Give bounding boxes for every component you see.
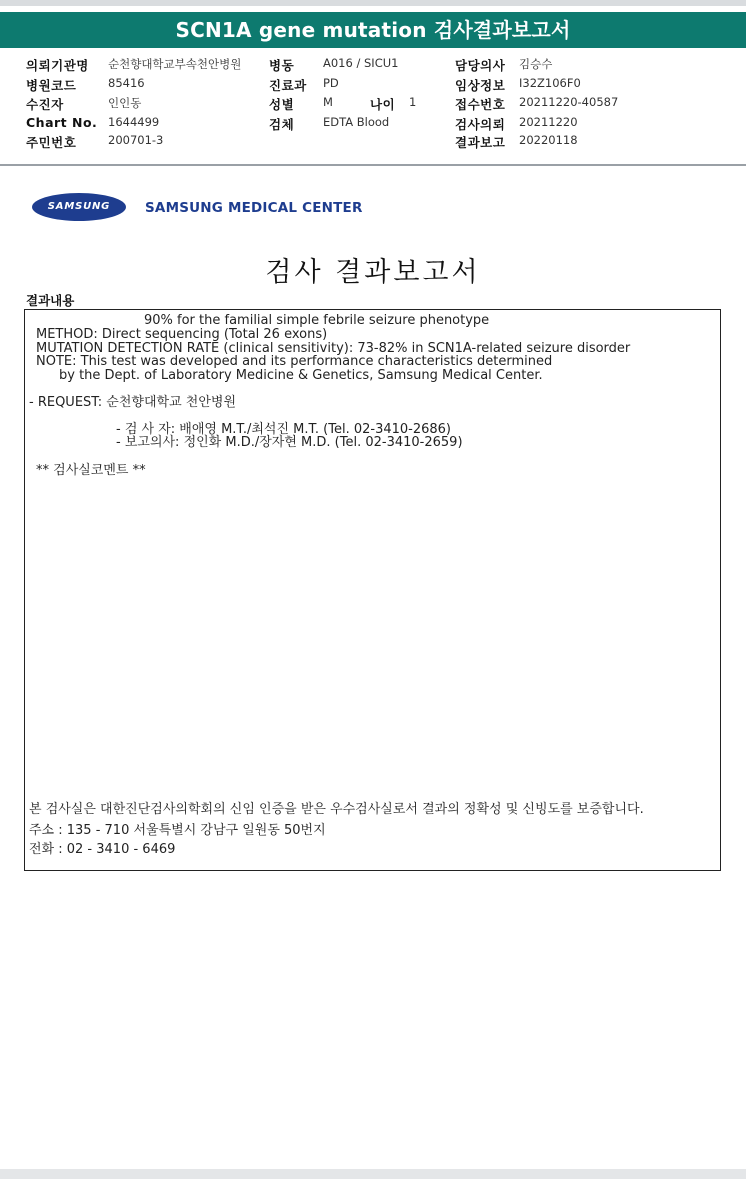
chart-value: 1644499 xyxy=(108,115,160,129)
clinical-label: 임상정보 xyxy=(455,78,506,93)
result-line: by the Dept. of Laboratory Medicine & Genetics, Samsung Medical Center. xyxy=(59,368,543,383)
info-row xyxy=(0,115,746,133)
request-date-label: 검사의뢰 xyxy=(455,117,506,132)
examinee-label: 수진자 xyxy=(26,97,64,112)
receipt-value: 20211220-40587 xyxy=(519,95,619,109)
page-title: SCN1A gene mutation 검사결과보고서 xyxy=(0,12,746,48)
doctor-label: 담당의사 xyxy=(455,58,506,73)
request-date-value: 20211220 xyxy=(519,115,578,129)
id-value: 200701-3 xyxy=(108,133,164,147)
info-row xyxy=(0,56,746,74)
result-line: METHOD: Direct sequencing (Total 26 exons) xyxy=(36,327,328,342)
clinical-value: I32Z106F0 xyxy=(519,76,581,90)
hospital-value: 순천향대학교부속천안병원 xyxy=(108,57,242,71)
report-heading: 검사 결과보고서 xyxy=(265,257,481,288)
sex-label: 성별 xyxy=(269,97,295,112)
samsung-medical-center-name: SAMSUNG MEDICAL CENTER xyxy=(145,200,363,216)
report-date-value: 20220118 xyxy=(519,133,578,147)
result-line: NOTE: This test was developed and its performance characteristics determined xyxy=(36,354,553,369)
top-strip xyxy=(0,0,746,6)
result-content-box xyxy=(24,309,721,871)
result-section-label: 결과내용 xyxy=(26,293,75,308)
chart-label: Chart No. xyxy=(26,115,98,130)
dept-label: 진료과 xyxy=(269,78,307,93)
patient-info-panel xyxy=(0,52,746,162)
ward-value: A016 / SICU1 xyxy=(323,56,399,70)
report-date-label: 결과보고 xyxy=(455,135,506,150)
bottom-strip xyxy=(0,1169,746,1179)
receipt-label: 접수번호 xyxy=(455,97,506,112)
lab-comment-heading: ** 검사실코멘트 ** xyxy=(36,463,146,478)
age-label: 나이 xyxy=(370,97,396,112)
result-line: - REQUEST: 순천향대학교 천안병원 xyxy=(29,395,237,410)
examinee-value: 인인동 xyxy=(108,96,142,110)
dept-value: PD xyxy=(323,76,339,90)
doctor-value: 김승수 xyxy=(519,57,553,71)
certification-statement: 본 검사실은 대한진단검사의학회의 신임 인증을 받은 우수검사실로서 결과의 정확성 및 신빙도를 보증합니다. xyxy=(29,802,644,817)
id-label: 주민번호 xyxy=(26,135,77,150)
hospital-code-label: 병원코드 xyxy=(26,78,77,93)
hospital-code-value: 85416 xyxy=(108,76,145,90)
result-line: - 보고의사: 정인화 M.D./장자현 M.D. (Tel. 02-3410-2659) xyxy=(116,435,463,450)
info-row xyxy=(0,76,746,94)
divider xyxy=(0,164,746,166)
hospital-label: 의뢰기관명 xyxy=(26,58,89,73)
age-value: 1 xyxy=(409,95,417,109)
samsung-logo xyxy=(32,193,126,221)
info-row xyxy=(0,133,746,151)
lab-address: 주소 : 135 - 710 서울특별시 강남구 일원동 50번지 xyxy=(29,823,326,838)
result-line: MUTATION DETECTION RATE (clinical sensitivity): 73-82% in SCN1A-related seizure disorder xyxy=(36,341,631,356)
result-line: - 검 사 자: 배애영 M.T./최석진 M.T. (Tel. 02-3410-2686) xyxy=(116,422,451,437)
result-line: 90% for the familial simple febrile seizure phenotype xyxy=(144,313,490,328)
sex-value: M xyxy=(323,95,333,109)
specimen-value: EDTA Blood xyxy=(323,115,390,129)
lab-phone: 전화 : 02 - 3410 - 6469 xyxy=(29,842,176,857)
samsung-logo-badge: SAMSUNG xyxy=(32,193,126,221)
specimen-label: 검체 xyxy=(269,117,295,132)
info-row xyxy=(0,95,746,113)
ward-label: 병동 xyxy=(269,58,295,73)
